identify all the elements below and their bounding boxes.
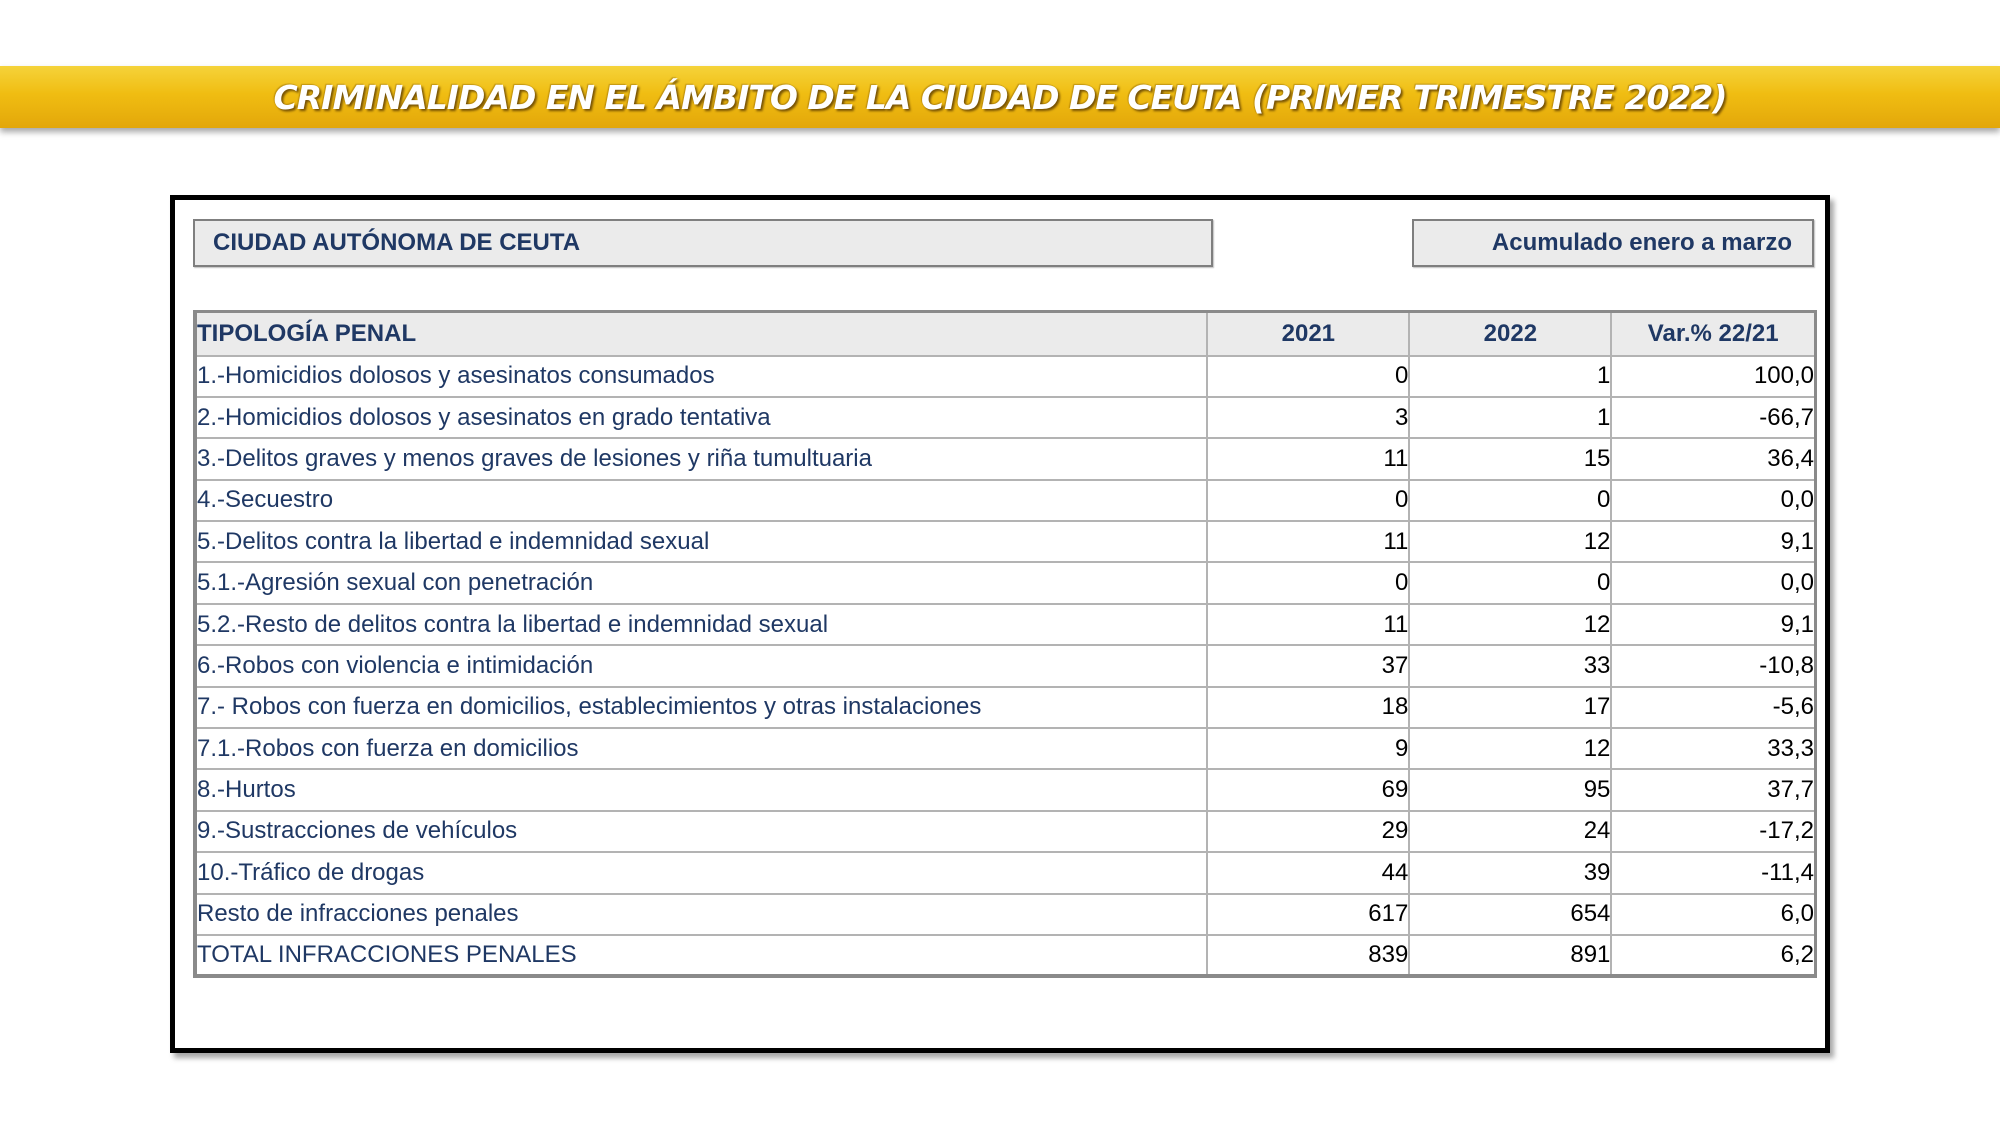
row-value-variation: -11,4 bbox=[1611, 852, 1815, 893]
row-label: 9.-Sustracciones de vehículos bbox=[195, 811, 1207, 852]
row-value-variation: 33,3 bbox=[1611, 728, 1815, 769]
table-row bbox=[195, 397, 1816, 438]
column-header-2022: 2022 bbox=[1409, 312, 1611, 356]
row-value-2022: 15 bbox=[1409, 438, 1611, 479]
row-value-2021: 0 bbox=[1207, 562, 1409, 603]
row-label: 8.-Hurtos bbox=[195, 769, 1207, 810]
period-header bbox=[1412, 219, 1814, 267]
table-row bbox=[195, 645, 1816, 686]
row-value-variation: 6,2 bbox=[1611, 935, 1815, 976]
row-label: 10.-Tráfico de drogas bbox=[195, 852, 1207, 893]
row-value-2021: 44 bbox=[1207, 852, 1409, 893]
region-header bbox=[193, 219, 1213, 267]
row-value-2021: 37 bbox=[1207, 645, 1409, 686]
row-value-variation: 0,0 bbox=[1611, 480, 1815, 521]
table-row bbox=[195, 356, 1816, 397]
row-value-2021: 3 bbox=[1207, 397, 1409, 438]
row-value-variation: 0,0 bbox=[1611, 562, 1815, 603]
column-header-typology: TIPOLOGÍA PENAL bbox=[195, 312, 1207, 356]
row-value-variation: -17,2 bbox=[1611, 811, 1815, 852]
table-body bbox=[195, 356, 1816, 977]
row-value-2022: 1 bbox=[1409, 397, 1611, 438]
row-value-variation: -5,6 bbox=[1611, 687, 1815, 728]
row-value-2021: 11 bbox=[1207, 438, 1409, 479]
row-value-2022: 0 bbox=[1409, 562, 1611, 603]
row-value-2022: 33 bbox=[1409, 645, 1611, 686]
row-value-variation: -10,8 bbox=[1611, 645, 1815, 686]
row-label: 6.-Robos con violencia e intimidación bbox=[195, 645, 1207, 686]
row-label: TOTAL INFRACCIONES PENALES bbox=[195, 935, 1207, 976]
row-label: Resto de infracciones penales bbox=[195, 894, 1207, 935]
row-value-2021: 9 bbox=[1207, 728, 1409, 769]
row-value-2022: 1 bbox=[1409, 356, 1611, 397]
row-value-2021: 11 bbox=[1207, 604, 1409, 645]
row-value-2021: 0 bbox=[1207, 356, 1409, 397]
row-value-2022: 12 bbox=[1409, 521, 1611, 562]
row-label: 5.2.-Resto de delitos contra la libertad e indemnidad sexual bbox=[195, 604, 1207, 645]
table-row bbox=[195, 521, 1816, 562]
table-row bbox=[195, 604, 1816, 645]
row-value-2022: 95 bbox=[1409, 769, 1611, 810]
crime-table bbox=[193, 310, 1817, 978]
table-row bbox=[195, 562, 1816, 603]
period-label: Acumulado enero a marzo bbox=[1491, 229, 1792, 256]
table-header-row bbox=[195, 312, 1816, 356]
table-row bbox=[195, 935, 1816, 976]
row-label: 2.-Homicidios dolosos y asesinatos en grado tentativa bbox=[195, 397, 1207, 438]
page-title: CRIMINALIDAD EN EL ÁMBITO DE LA CIUDAD DE CEUTA (PRIMER TRIMESTRE 2022) bbox=[273, 77, 1727, 117]
row-value-variation: -66,7 bbox=[1611, 397, 1815, 438]
column-header-variation: Var.% 22/21 bbox=[1611, 312, 1815, 356]
row-value-2021: 18 bbox=[1207, 687, 1409, 728]
row-value-variation: 37,7 bbox=[1611, 769, 1815, 810]
report-frame bbox=[170, 195, 1830, 1053]
row-value-variation: 6,0 bbox=[1611, 894, 1815, 935]
row-value-2021: 69 bbox=[1207, 769, 1409, 810]
row-value-variation: 100,0 bbox=[1611, 356, 1815, 397]
row-value-2021: 11 bbox=[1207, 521, 1409, 562]
table-row bbox=[195, 769, 1816, 810]
row-value-2022: 17 bbox=[1409, 687, 1611, 728]
row-value-2022: 12 bbox=[1409, 604, 1611, 645]
table-row bbox=[195, 894, 1816, 935]
row-value-2022: 39 bbox=[1409, 852, 1611, 893]
row-label: 7.- Robos con fuerza en domicilios, establecimientos y otras instalaciones bbox=[195, 687, 1207, 728]
table-row bbox=[195, 811, 1816, 852]
row-label: 3.-Delitos graves y menos graves de lesiones y riña tumultuaria bbox=[195, 438, 1207, 479]
row-label: 5.1.-Agresión sexual con penetración bbox=[195, 562, 1207, 603]
row-label: 4.-Secuestro bbox=[195, 480, 1207, 521]
region-label: CIUDAD AUTÓNOMA DE CEUTA bbox=[213, 229, 581, 256]
row-value-2021: 29 bbox=[1207, 811, 1409, 852]
row-value-2022: 0 bbox=[1409, 480, 1611, 521]
row-value-variation: 9,1 bbox=[1611, 604, 1815, 645]
row-value-2021: 617 bbox=[1207, 894, 1409, 935]
table-row bbox=[195, 687, 1816, 728]
row-label: 7.1.-Robos con fuerza en domicilios bbox=[195, 728, 1207, 769]
column-header-2021: 2021 bbox=[1207, 312, 1409, 356]
row-value-2022: 12 bbox=[1409, 728, 1611, 769]
row-value-variation: 9,1 bbox=[1611, 521, 1815, 562]
row-value-2022: 891 bbox=[1409, 935, 1611, 976]
row-value-2022: 654 bbox=[1409, 894, 1611, 935]
table-row bbox=[195, 438, 1816, 479]
table-row bbox=[195, 852, 1816, 893]
row-value-2021: 0 bbox=[1207, 480, 1409, 521]
row-label: 5.-Delitos contra la libertad e indemnidad sexual bbox=[195, 521, 1207, 562]
table-row bbox=[195, 480, 1816, 521]
row-label: 1.-Homicidios dolosos y asesinatos consumados bbox=[195, 356, 1207, 397]
row-value-2022: 24 bbox=[1409, 811, 1611, 852]
row-value-2021: 839 bbox=[1207, 935, 1409, 976]
title-banner bbox=[0, 66, 2000, 128]
row-value-variation: 36,4 bbox=[1611, 438, 1815, 479]
table-row bbox=[195, 728, 1816, 769]
